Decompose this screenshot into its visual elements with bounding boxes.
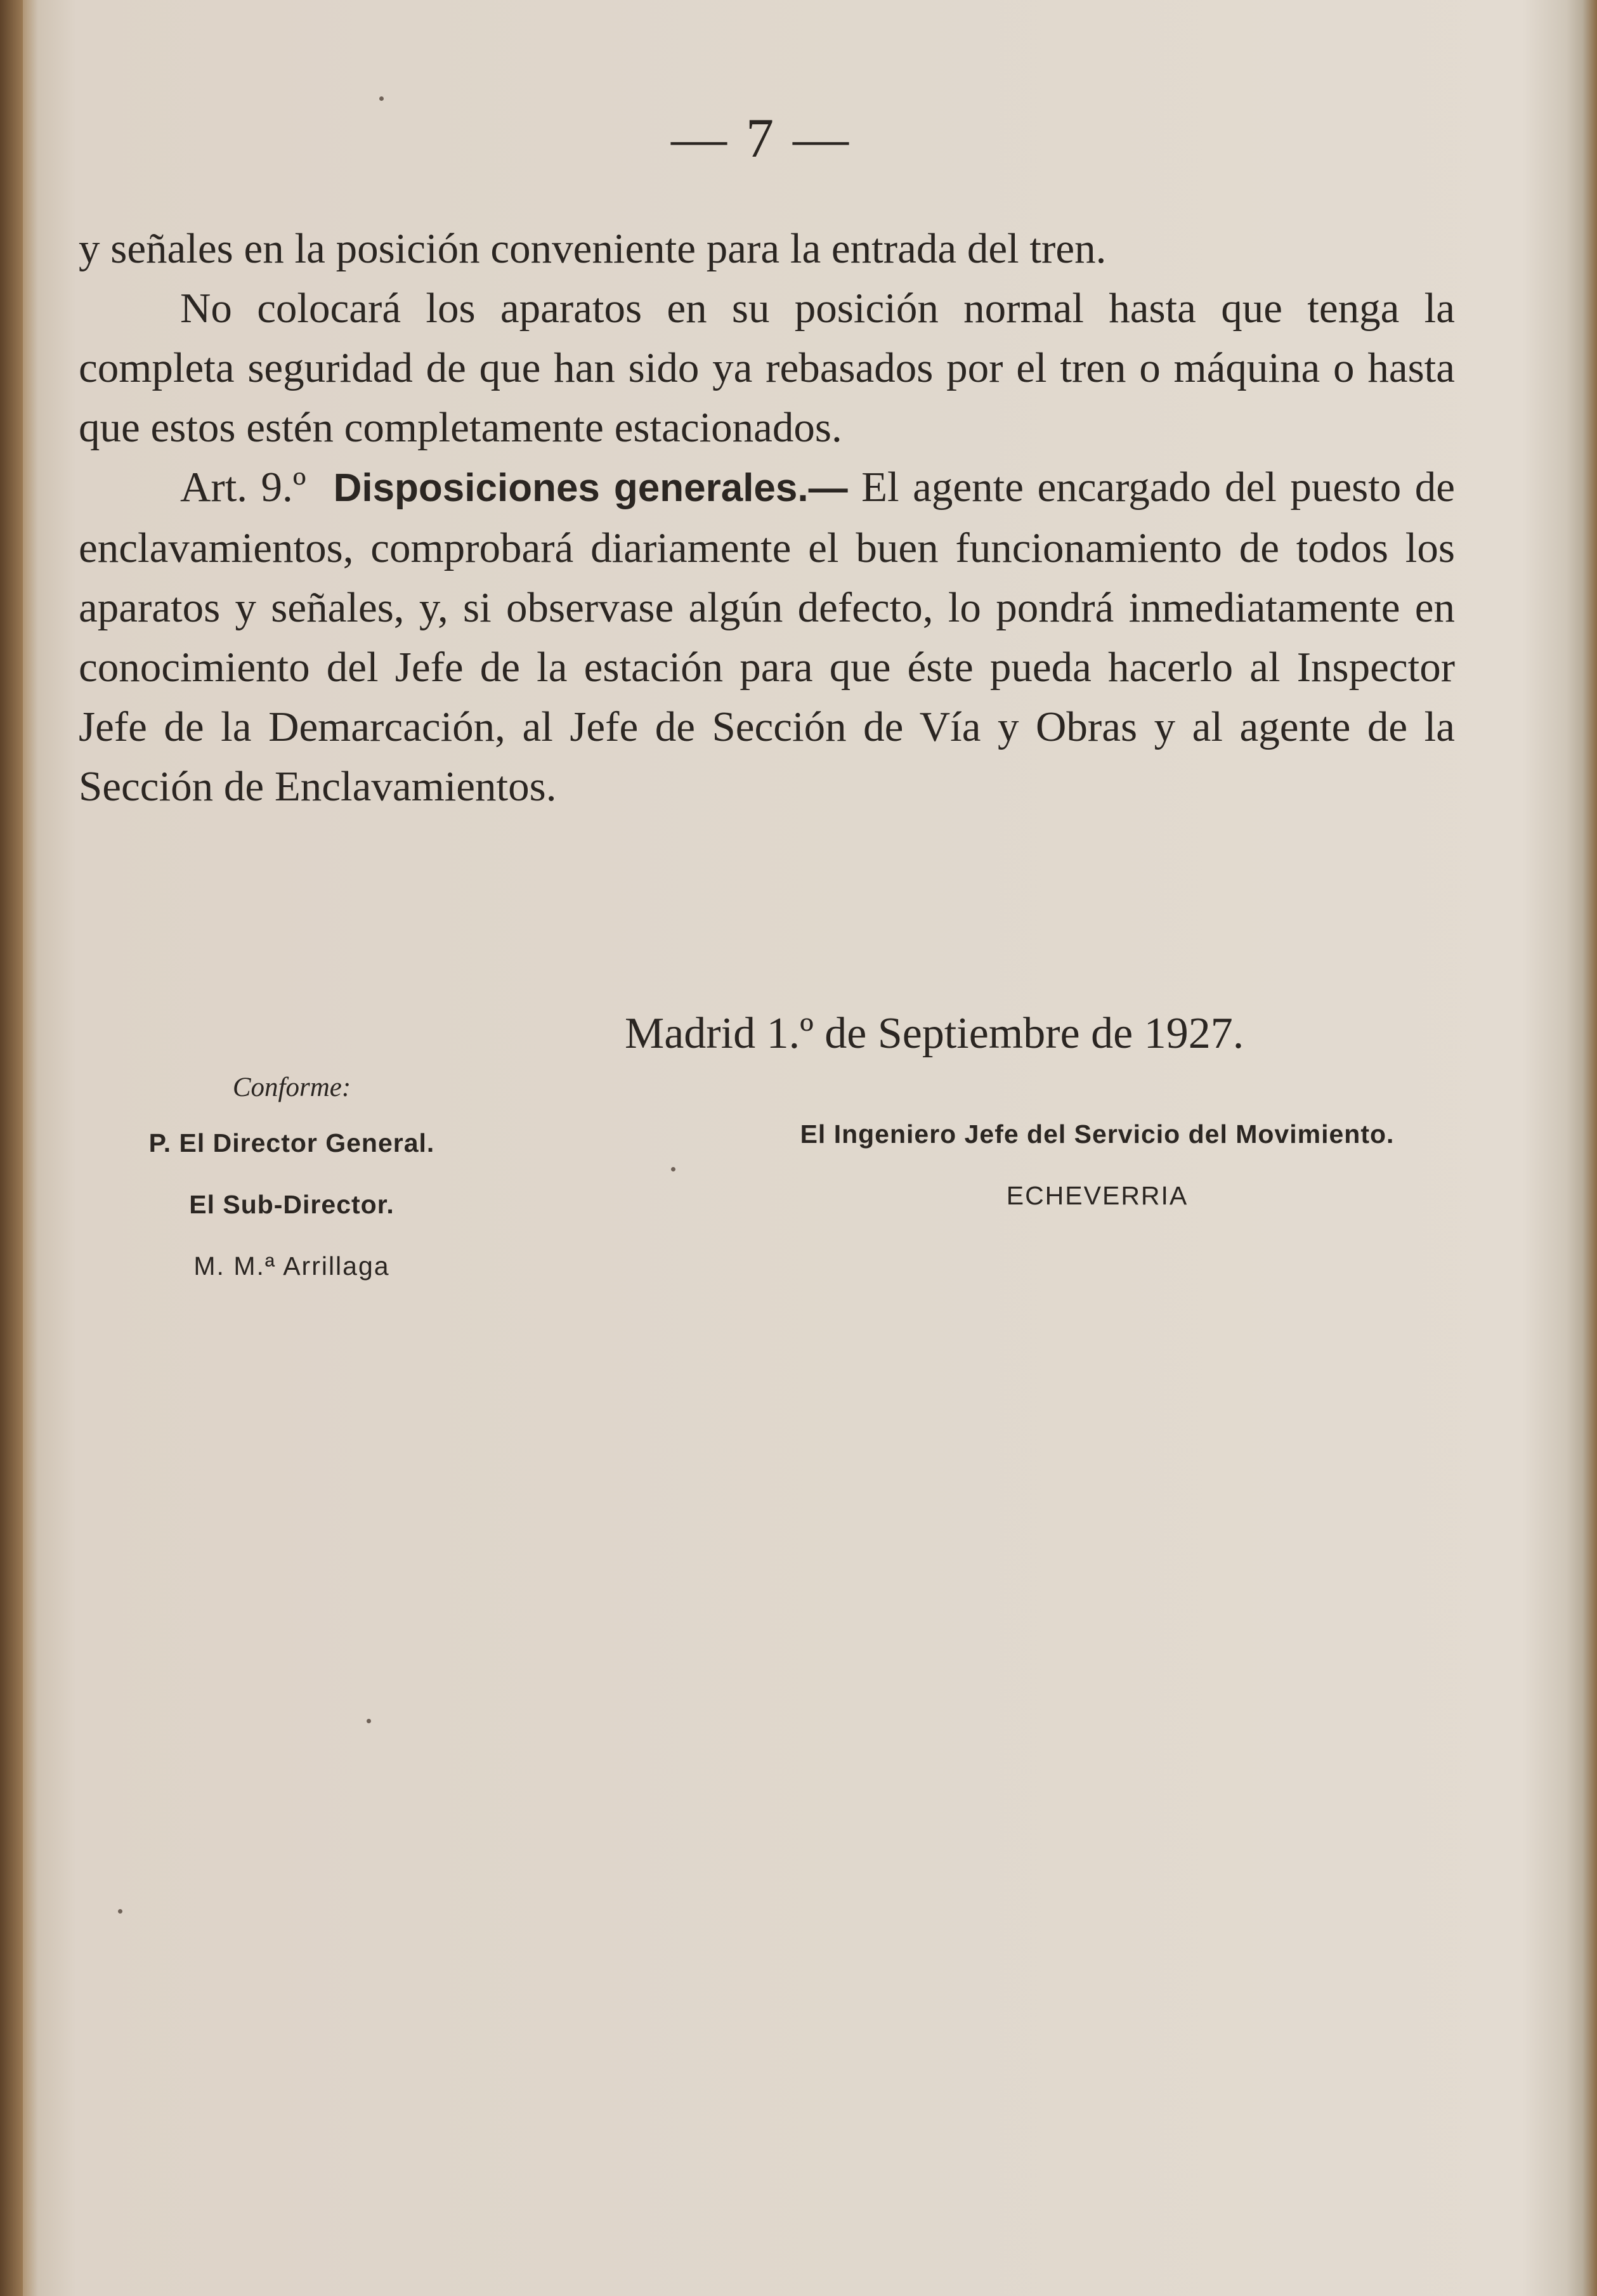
signatory-name-left: M. M.ª Arrillaga — [193, 1251, 390, 1281]
body-text — [79, 219, 1455, 816]
paragraph-continuation: y señales en la posición conveniente para la entrada del tren. — [79, 225, 1107, 272]
signature-left — [89, 1072, 495, 1313]
director-general-line: P. El Director General. — [148, 1128, 435, 1158]
chief-engineer-line: El Ingeniero Jefe del Servicio del Movimiento. — [800, 1119, 1395, 1149]
article-text: El agente encargado del puesto de enclavamientos, comprobará diariamente el buen funcionamiento de todos los aparatos y señales, y, si observase algún defecto, lo pondrá inmediatamente en conocimiento del Jefe de la estación para que éste pueda hacerlo al Inspector Jefe de la Demarcación, al Jefe de Sección de Vía y Obras y al agente de la Sección de Enclavamientos. — [79, 464, 1455, 810]
article-number: Art. 9.º — [180, 464, 306, 511]
sub-director-line: El Sub-Director. — [189, 1190, 394, 1219]
article-heading: Disposiciones generales.— — [333, 466, 848, 510]
paragraph-normal-position: No colocará los aparatos en su posición normal hasta que tenga la completa seguridad de que han sido ya rebasados por el tren o máquina o hasta que estos estén completamente estacionados. — [79, 285, 1455, 451]
paper-speck — [367, 1719, 371, 1723]
date-line: Madrid 1.º de Septiembre de 1927. — [625, 1009, 1244, 1058]
conforme-label: Conforme: — [232, 1073, 351, 1102]
paper-speck — [118, 1909, 122, 1914]
page-number: — 7 — — [671, 108, 851, 169]
article-9-paragraph — [79, 457, 1455, 816]
paper-speck — [379, 96, 384, 101]
book-spine — [0, 0, 23, 2296]
signature-right — [704, 1119, 1490, 1243]
paper-speck — [671, 1167, 675, 1171]
signatory-name-right: ECHEVERRIA — [1006, 1181, 1189, 1210]
